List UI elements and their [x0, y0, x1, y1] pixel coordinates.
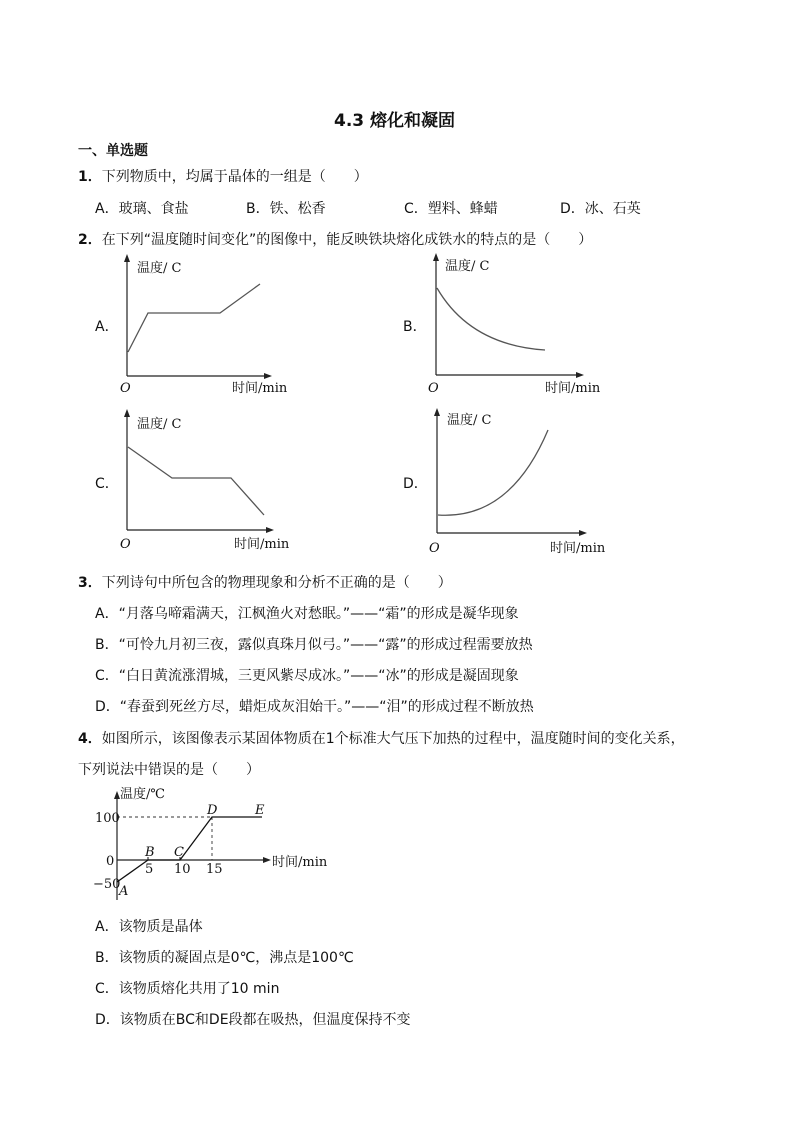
y-tick-label-0: 0: [106, 854, 115, 869]
x-axis-label: 时间/min: [545, 381, 601, 396]
y-axis-label: 温度/ C: [447, 413, 492, 428]
x-axis-arrow: [263, 857, 271, 863]
q1-option-d[interactable]: D．冰、石英: [560, 201, 641, 217]
point-label-c: C: [174, 845, 184, 860]
q2-option-d-letter[interactable]: D．: [403, 476, 428, 492]
y-tick-label-neg50: −50: [93, 877, 121, 892]
x-tick-label-10: 10: [174, 862, 191, 877]
x-axis-label: 时间/min: [550, 541, 606, 556]
x-axis-label: 时间/min: [234, 537, 290, 552]
q1-option-a[interactable]: A．玻璃、食盐: [95, 201, 189, 217]
question-number: 3．: [78, 575, 102, 591]
question-number: 1．: [78, 169, 102, 185]
y-tick-label-100: 100: [95, 811, 120, 826]
question-number: 2．: [78, 232, 102, 248]
point-label-e: E: [255, 803, 265, 818]
q2-option-b-letter[interactable]: B．: [403, 319, 427, 335]
question-text: 在下列“温度随时间变化”的图像中，能反映铁块熔化成铁水的特点的是（ ）: [101, 232, 593, 248]
origin-label: O: [429, 541, 440, 556]
q3-option-c[interactable]: C．“白日黄流涨渭城，三更风紫尽成冰。”——“冰”的形成是凝固现象: [95, 668, 519, 684]
origin-label: O: [120, 537, 131, 552]
q2-option-c-letter[interactable]: C．: [95, 476, 119, 492]
question-4-continued: 下列说法中错误的是（ ）: [78, 762, 260, 778]
point-label-b: B: [145, 845, 155, 860]
y-axis-label: 温度/ C: [445, 259, 490, 274]
question-text: 下列物质中，均属于晶体的一组是（ ）: [101, 169, 368, 185]
q4-option-d[interactable]: D．该物质在BC和DE段都在吸热，但温度保持不变: [95, 1012, 411, 1028]
y-axis-label: 温度/℃: [120, 787, 165, 802]
question-text: 下列诗句中所包含的物理现象和分析不正确的是（ ）: [101, 575, 452, 591]
q3-option-a[interactable]: A．“月落乌啼霜满天，江枫渔火对愁眠。”——“霜”的形成是凝华现象: [95, 606, 519, 622]
q1-option-b[interactable]: B．铁、松香: [246, 201, 326, 217]
x-tick-label-5: 5: [145, 862, 154, 877]
section-heading: 一、单选题: [78, 143, 148, 159]
q2-option-a-letter[interactable]: A．: [95, 319, 119, 335]
x-axis-label: 时间/min: [232, 381, 288, 396]
point-label-d: D: [207, 803, 218, 818]
q4-option-c[interactable]: C．该物质熔化共用了10 min: [95, 981, 280, 997]
q3-option-d[interactable]: D．“春蚕到死丝方尽，蜡炬成灰泪始干。”——“泪”的形成过程不断放热: [95, 699, 534, 715]
origin-label: O: [120, 381, 131, 396]
origin-label: O: [428, 381, 439, 396]
question-text: 如图所示，该图像表示某固体物质在1个标准大气压下加热的过程中，温度随时间的变化关系，: [101, 731, 685, 747]
q4-option-b[interactable]: B．该物质的凝固点是0℃，沸点是100℃: [95, 950, 354, 966]
q1-option-c[interactable]: C．塑料、蜂蜡: [404, 201, 498, 217]
point-label-a: A: [119, 884, 129, 899]
x-axis-label: 时间/min: [272, 855, 328, 870]
y-axis-label: 温度/ C: [137, 261, 182, 276]
y-axis-label: 温度/ C: [137, 417, 182, 432]
x-tick-label-15: 15: [206, 862, 223, 877]
question-number: 4．: [78, 731, 102, 747]
q3-option-b[interactable]: B．“可怜九月初三夜，露似真珠月似弓。”——“露”的形成过程需要放热: [95, 637, 533, 653]
q4-option-a[interactable]: A．该物质是晶体: [95, 919, 203, 935]
page-title: 4.3 熔化和凝固: [334, 111, 456, 131]
